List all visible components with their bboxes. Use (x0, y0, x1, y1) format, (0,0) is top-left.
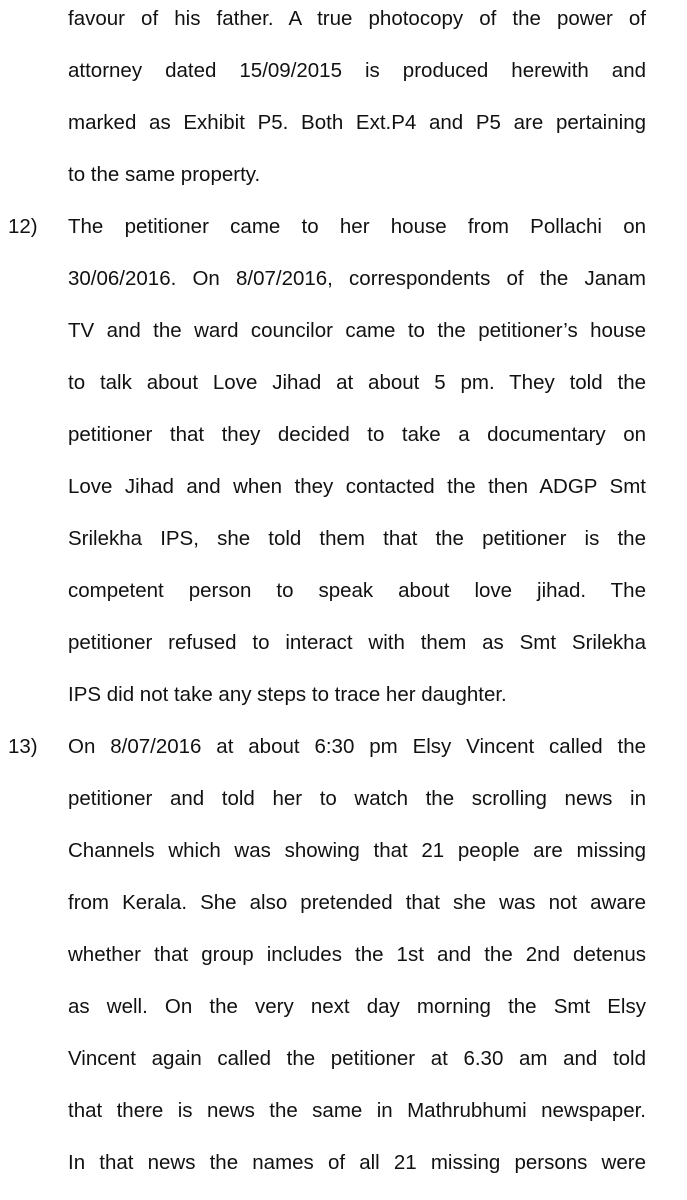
text-line: petitioner and told her to watch the scrolling news in (68, 787, 646, 810)
text-line: IPS did not take any steps to trace her daughter. (68, 683, 507, 706)
text-line: Vincent again called the petitioner at 6.30 am and told (68, 1047, 646, 1070)
text-line: that there is news the same in Mathrubhumi newspaper. (68, 1099, 646, 1122)
text-line: petitioner that they decided to take a documentary on (68, 423, 646, 446)
text-line: whether that group includes the 1st and the 2nd detenus (68, 943, 646, 966)
text-line: favour of his father. A true photocopy of the power of (68, 7, 646, 30)
text-line: to the same property. (68, 163, 261, 186)
text-line: Love Jihad and when they contacted the then ADGP Smt (68, 475, 646, 498)
text-line: In that news the names of all 21 missing persons were (68, 1151, 646, 1174)
text-line: Channels which was showing that 21 people are missing (68, 839, 646, 862)
text-line: 30/06/2016. On 8/07/2016, correspondents of the Janam (68, 267, 646, 290)
text-line: competent person to speak about love jihad. The (68, 579, 646, 602)
text-line: Srilekha IPS, she told them that the petitioner is the (68, 527, 646, 550)
paragraph-number-13: 13) (8, 735, 38, 758)
text-line: petitioner refused to interact with them as Smt Srilekha (68, 631, 646, 654)
paragraph-number-12: 12) (8, 215, 38, 238)
text-line: marked as Exhibit P5. Both Ext.P4 and P5 are pertaining (68, 111, 646, 134)
text-line: from Kerala. She also pretended that she was not aware (68, 891, 646, 914)
text-line: The petitioner came to her house from Pollachi on (68, 215, 646, 238)
text-line: TV and the ward councilor came to the petitioner’s house (68, 319, 646, 342)
text-line: On 8/07/2016 at about 6:30 pm Elsy Vincent called the (68, 735, 646, 758)
text-line: to talk about Love Jihad at about 5 pm. They told the (68, 371, 646, 394)
text-line: as well. On the very next day morning the Smt Elsy (68, 995, 646, 1018)
text-line: attorney dated 15/09/2015 is produced herewith and (68, 59, 646, 82)
